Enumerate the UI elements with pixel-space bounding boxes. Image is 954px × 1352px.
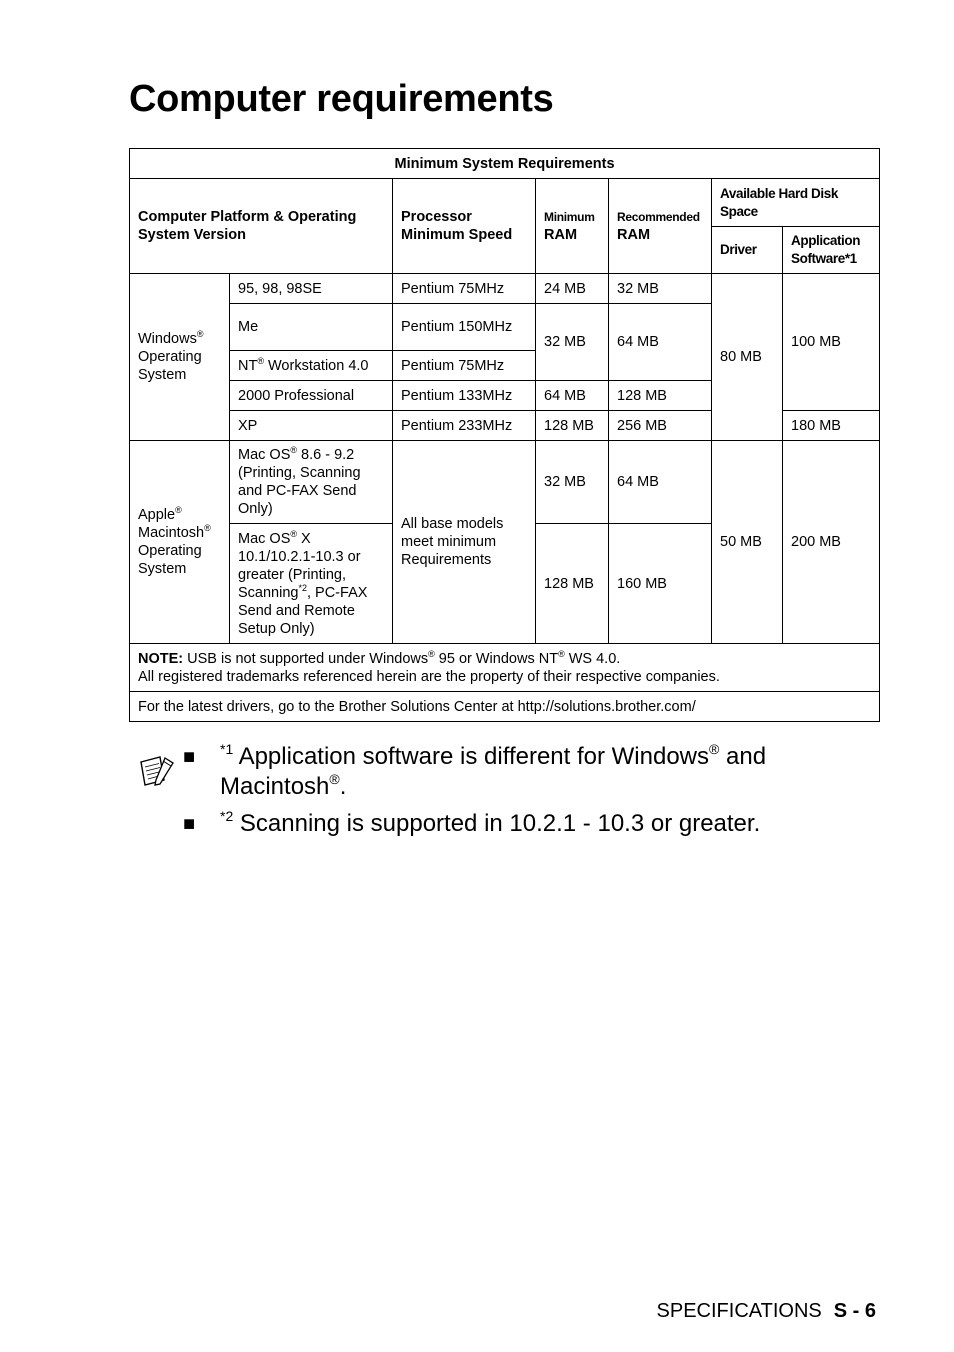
mac-os-name2: Macintosh: [138, 525, 205, 541]
reg-mark: ®: [558, 648, 565, 659]
footnote-text-main: Scanning is supported in 10.2.1 - 10.3 or greater.: [233, 810, 761, 837]
reg-mark: ®: [290, 528, 298, 539]
drivers-line: For the latest drivers, go to the Brother Solutions Center at http://solutions.brother.com/: [130, 692, 880, 722]
page-footer: [657, 1300, 876, 1323]
drivers-row: [130, 692, 880, 722]
reg-mark: ®: [329, 771, 340, 787]
note-cell: [130, 644, 880, 692]
rec-ram-cell: 32 MB: [609, 274, 712, 304]
mac-app-cell: 200 MB: [783, 441, 880, 644]
processor-cell: Pentium 233MHz: [393, 411, 536, 441]
footer-section: SPECIFICATIONS: [656, 1300, 822, 1322]
version-prefix: NT: [238, 357, 258, 374]
header-app: Application Software*1: [783, 227, 880, 274]
note-row: [130, 644, 880, 692]
mac-processor-cell: All base models meet minimum Requirements: [393, 441, 536, 644]
min-ram-cell: 24 MB: [536, 274, 609, 304]
windows-driver-cell: 80 MB: [712, 274, 783, 441]
min-ram-cell: 128 MB: [536, 524, 609, 644]
note-label: NOTE:: [138, 650, 184, 667]
min-ram-cell: 128 MB: [536, 411, 609, 441]
windows-os-name: Windows: [138, 331, 197, 347]
version-cell: [230, 441, 393, 524]
mac-driver-cell: 50 MB: [712, 441, 783, 644]
footnote-text-a: Application software is different for Windows: [233, 743, 710, 770]
header-processor: Processor Minimum Speed: [393, 179, 536, 274]
footnote-mark: *2: [220, 808, 234, 824]
page-title: Computer requirements: [129, 78, 554, 120]
version-cell: [230, 524, 393, 644]
footnote-text-b: and Macintosh: [220, 743, 767, 800]
min-ram-cell: 32 MB: [536, 441, 609, 524]
note-text-c: WS 4.0.: [564, 650, 621, 667]
header-rec-ram: [609, 179, 712, 274]
version-suffix: , PC-FAX Send and Remote Setup Only): [238, 584, 368, 637]
version-cell: XP: [230, 411, 393, 441]
footnote-mark: *1: [220, 741, 234, 757]
memo-pencil-icon: [138, 754, 176, 788]
header-rec-ram-label: RAM: [617, 227, 651, 243]
header-min-ram-label: RAM: [544, 227, 578, 243]
table-row: [130, 274, 880, 304]
reg-mark: ®: [204, 523, 211, 534]
version-suffix: 8.6 - 9.2 (Printing, Scanning and PC-FAX Send Only): [238, 447, 361, 517]
rec-ram-cell: 160 MB: [609, 524, 712, 644]
reg-mark: ®: [175, 505, 182, 516]
windows-os-cell: [130, 274, 230, 441]
header-min-ram-small: Minimum: [544, 210, 595, 224]
note-text-b: 95 or Windows NT: [434, 650, 559, 667]
note-text-a: USB is not supported under Windows: [183, 650, 429, 667]
page-number: S - 6: [833, 1300, 876, 1322]
header-platform: Computer Platform & Operating System Version: [130, 179, 393, 274]
reg-mark: ®: [290, 445, 298, 456]
reg-mark: ®: [709, 741, 720, 757]
version-prefix: Mac OS: [238, 530, 291, 547]
table-caption: Minimum System Requirements: [130, 149, 880, 179]
min-ram-cell: 64 MB: [536, 381, 609, 411]
version-mid: X 10.1/10.2.1-10.3 or greater (Printing, Scanning: [238, 530, 361, 601]
footnote-mark: *2: [298, 582, 307, 593]
reg-mark: ®: [257, 355, 264, 366]
requirements-table: [129, 148, 880, 722]
note-trademark-line: All registered trademarks referenced herein are the property of their respective companies.: [138, 668, 720, 685]
rec-ram-cell: 64 MB: [609, 441, 712, 524]
processor-cell: Pentium 133MHz: [393, 381, 536, 411]
square-bullet-icon: ■: [183, 746, 196, 768]
header-disk: Available Hard Disk Space: [712, 179, 880, 227]
footnote-text-c: .: [339, 773, 347, 800]
header-rec-ram-small: Recommended: [617, 210, 700, 224]
min-ram-cell: 32 MB: [536, 304, 609, 381]
processor-cell: Pentium 150MHz: [393, 304, 536, 351]
app-cell: 180 MB: [783, 411, 880, 441]
reg-mark: ®: [428, 648, 435, 659]
header-driver: Driver: [712, 227, 783, 274]
version-prefix: Mac OS: [238, 447, 291, 463]
square-bullet-icon: ■: [183, 813, 196, 835]
mac-os-name1: Apple: [138, 507, 176, 523]
rec-ram-cell: 128 MB: [609, 381, 712, 411]
reg-mark: ®: [196, 329, 204, 340]
version-cell: [230, 351, 393, 381]
version-cell: 95, 98, 98SE: [230, 274, 393, 304]
version-cell: Me: [230, 304, 393, 351]
processor-cell: Pentium 75MHz: [393, 351, 536, 381]
table-row: [130, 441, 880, 524]
version-suffix: Workstation 4.0: [263, 357, 369, 374]
footnote-text: [220, 742, 840, 802]
mac-os-cell: [130, 441, 230, 644]
header-min-ram: [536, 179, 609, 274]
rec-ram-cell: 256 MB: [609, 411, 712, 441]
footnote-text: [220, 809, 840, 839]
mac-os-rest: Operating System: [138, 543, 202, 577]
rec-ram-cell: 64 MB: [609, 304, 712, 381]
processor-cell: Pentium 75MHz: [393, 274, 536, 304]
windows-os-rest: Operating System: [138, 349, 202, 383]
windows-app-cell: 100 MB: [783, 274, 880, 411]
version-cell: 2000 Professional: [230, 381, 393, 411]
